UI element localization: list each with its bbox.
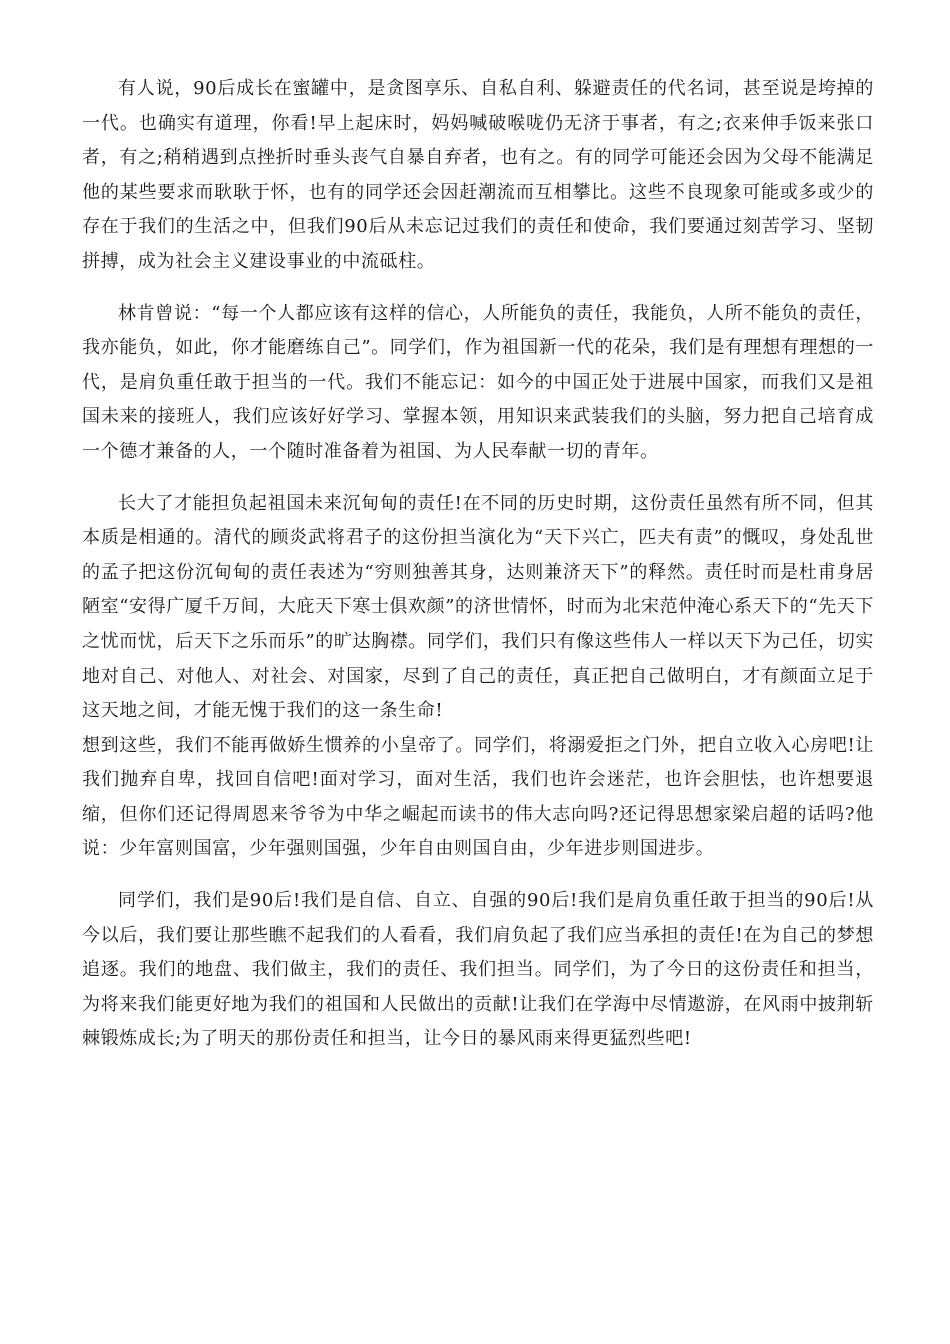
document-page	[82, 72, 874, 1057]
paragraph-1: 有人说，90后成长在蜜罐中，是贪图享乐、自私自利、躲避责任的代名词，甚至说是垮掉的一代。也确实有道理，你看!早上起床时，妈妈喊破喉咙仍无济于事者，有之;衣来伸手饭来张口者，有之;稍稍遇到点挫折时垂头丧气自暴自弃者，也有之。有的同学可能还会因为父母不能满足他的某些要求而耿耿于怀，也有的同学还会因赶潮流而互相攀比。这些不良现象可能或多或少的存在于我们的生活之中，但我们90后从未忘记过我们的责任和使命，我们要通过刻苦学习、坚韧拼搏，成为社会主义建设事业的中流砥柱。	[82, 78, 874, 272]
paragraph-3: 长大了才能担负起祖国未来沉甸甸的责任!在不同的历史时期，这份责任虽然有所不同，但其本质是相通的。清代的顾炎武将君子的这份担当演化为“天下兴亡，匹夫有责”的慨叹，身处乱世的孟子把这份沉甸甸的责任表述为“穷则独善其身，达则兼济天下”的释然。责任时而是杜甫身居陋室“安得广厦千万间，大庇天下寒士俱欢颜”的济世情怀，时而为北宋范仲淹心系天下的“先天下之忧而忧，后天下之乐而乐”的旷达胸襟。同学们，我们只有像这些伟人一样以天下为己任，切实地对自己、对他人、对社会、对国家，尽到了自己的责任，真正把自己做明白，才有颜面立足于这天地之间，才能无愧于我们的这一条生命!	[82, 492, 875, 722]
paragraph-2: 林肯曾说：“每一个人都应该有这样的信心，人所能负的责任，我能负，人所不能负的责任，我亦能负，如此，你才能磨练自己”。同学们，作为祖国新一代的花朵，我们是有理想有理想的一代，是肩负重任敢于担当的一代。我们不能忘记：如今的中国正处于进展中国家，而我们又是祖国未来的接班人，我们应该好好学习、掌握本领，用知识来武装我们的头脑，努力把自己培育成一个德才兼备的人，一个随时准备着为祖国、为人民奉献一切的青年。	[82, 302, 874, 462]
paragraph-4: 想到这些，我们不能再做娇生惯养的小皇帝了。同学们，将溺爱拒之门外，把自立收入心房吧!让我们抛弃自卑，找回自信吧!面对学习，面对生活，我们也许会迷茫，也许会胆怯，也许想要退缩，但你们还记得周恩来爷爷为中华之崛起而读书的伟大志向吗?还记得思想家梁启超的话吗?他说：少年富则国富，少年强则国强，少年自由则国自由，少年进步则国进步。	[82, 734, 874, 860]
paragraph-5: 同学们，我们是90后!我们是自信、自立、自强的90后!我们是肩负重任敢于担当的90后!从今以后，我们要让那些瞧不起我们的人看看，我们肩负起了我们应当承担的责任!在为自己的梦想追逐。我们的地盘、我们做主，我们的责任、我们担当。同学们，为了今日的这份责任和担当，为将来我们能更好地为我们的祖国和人民做出的贡献!让我们在学海中尽情遨游，在风雨中披荆斩棘锻炼成长;为了明天的那份责任和担当，让今日的暴风雨来得更猛烈些吧!	[82, 890, 874, 1050]
